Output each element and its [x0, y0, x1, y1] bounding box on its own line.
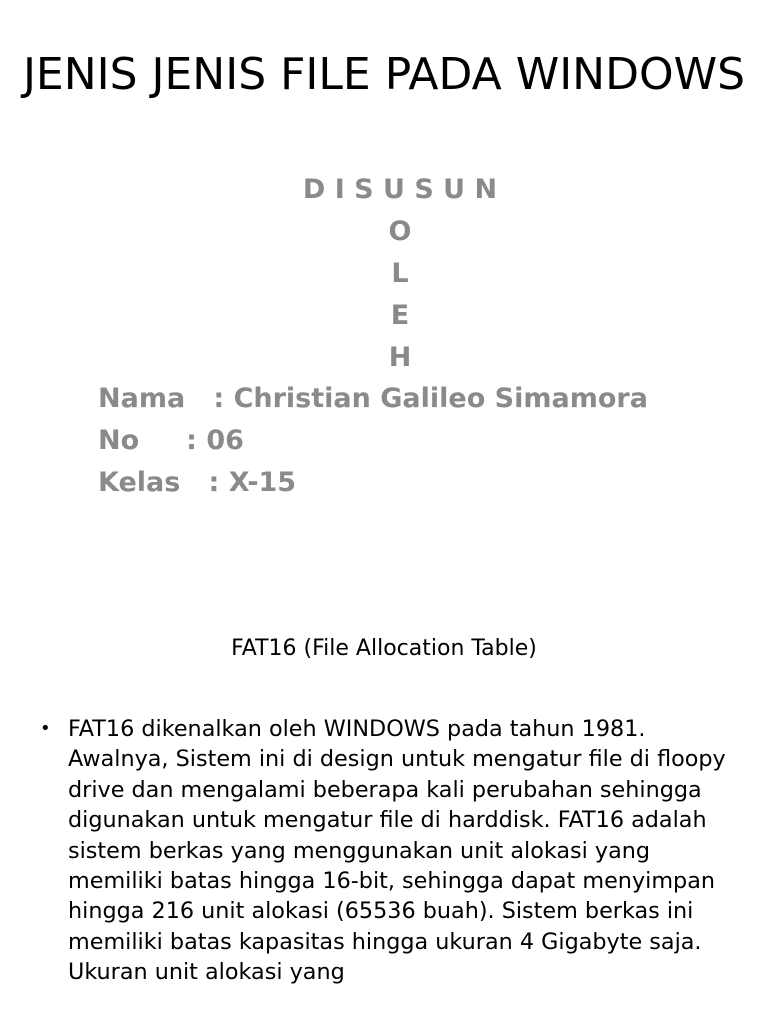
- list-item: [40, 714, 730, 988]
- bullet-list: [40, 714, 730, 988]
- subtitle-line-l: L: [391, 258, 409, 289]
- section-heading: FAT16 (File Allocation Table): [231, 636, 537, 661]
- info-line-kelas: Kelas : X-15: [98, 467, 297, 498]
- subtitle-line-h: H: [388, 342, 412, 373]
- info-line-no: No : 06: [98, 425, 244, 456]
- info-line-nama: Nama : Christian Galileo Simamora: [98, 383, 648, 414]
- slide-title: JENIS JENIS FILE PADA WINDOWS: [22, 49, 746, 100]
- subtitle-line-e: E: [390, 300, 410, 331]
- bullet-text: FAT16 dikenalkan oleh WINDOWS pada tahun 1981. Awalnya, Sistem ini di design untuk mengatur file di floopy drive dan mengalami beberapa kali perubahan sehingga digunakan untuk mengatur file di harddisk. FAT16 adalah sistem berkas yang menggunakan unit alokasi yang memiliki batas hingga 16-bit, sehingga dapat menyimpan hingga 216 unit alokasi (65536 buah). Sistem berkas ini memiliki batas kapasitas hingga ukuran 4 Gigabyte saja. Ukuran unit alokasi yang: [68, 716, 726, 986]
- subtitle-line-o: O: [388, 216, 412, 247]
- subtitle-block: [0, 169, 768, 379]
- subtitle-line-disusun: D I S U S U N: [302, 174, 498, 205]
- author-info: [98, 378, 648, 504]
- bullet-icon: •: [40, 718, 51, 739]
